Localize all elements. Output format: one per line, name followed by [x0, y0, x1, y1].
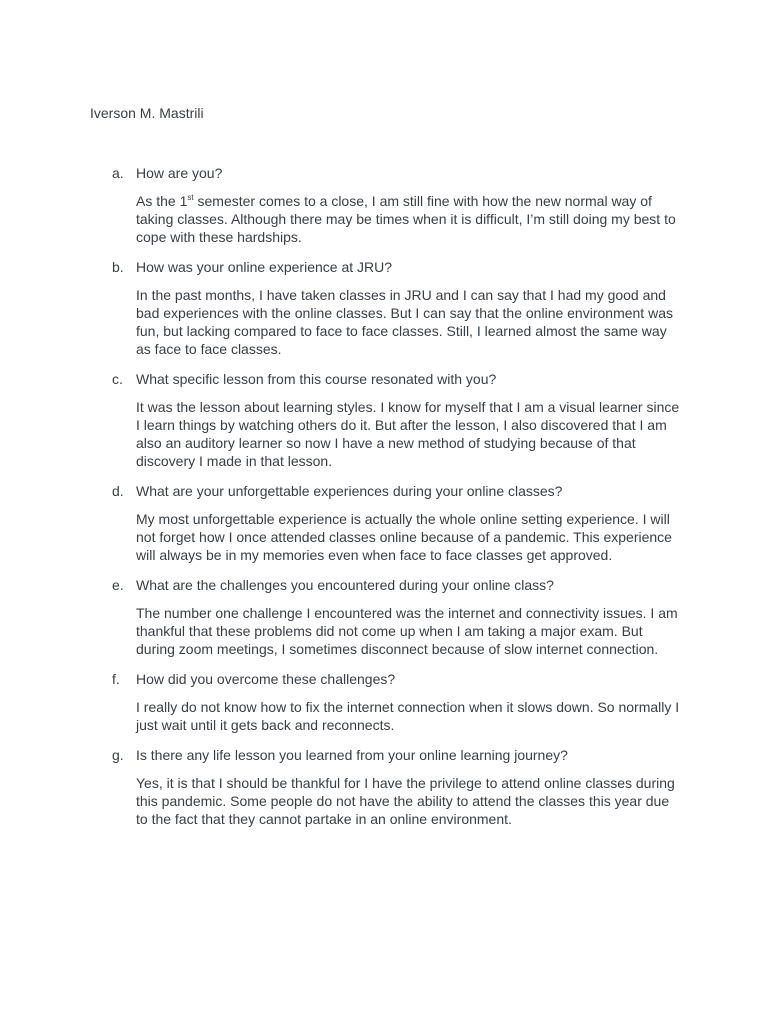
answer-text: It was the lesson about learning styles. I know for myself that I am a visual learner since I learn things by watching others do it. But after the lesson, I also discovered that I am also an auditory learner so now I have a new method of studying because of that discovery I made in that lesson.	[136, 399, 680, 469]
question-text: How did you overcome these challenges?	[136, 671, 396, 687]
qa-item-b	[112, 258, 692, 358]
question-letter: a.	[112, 165, 124, 181]
qa-item-d	[112, 482, 692, 564]
answer-text: I really do not know how to fix the internet connection when it slows down. So normally I just wait until it gets back and reconnects.	[136, 699, 680, 733]
question-letter: d.	[112, 483, 124, 499]
question-text: What are your unforgettable experiences during your online classes?	[136, 483, 563, 499]
answer-text: In the past months, I have taken classes in JRU and I can say that I had my good and bad experiences with the online classes. But I can say that the online environment was fun, but lacking compared to face to face classes. Still, I learned almost the same way as face to face classes.	[136, 287, 673, 357]
question-letter: e.	[112, 577, 124, 593]
question-row	[112, 746, 692, 764]
question-text: What specific lesson from this course resonated with you?	[136, 371, 497, 387]
answer-text: The number one challenge I encountered was the internet and connectivity issues. I am thankful that these problems did not come up when I am taking a major exam. But during zoom meetings, I sometimes disconnect because of slow internet connection.	[136, 605, 678, 657]
answer-text	[136, 192, 684, 246]
question-text: How are you?	[136, 165, 223, 181]
answer-text-start: As the 1	[136, 193, 188, 209]
question-text: How was your online experience at JRU?	[136, 259, 393, 275]
question-text: Is there any life lesson you learned from your online learning journey?	[136, 747, 568, 763]
qa-item-c	[112, 370, 692, 470]
question-letter: f.	[112, 671, 120, 687]
author-name: Iverson M. Mastrili	[90, 105, 204, 121]
ordinal-superscript: st	[187, 193, 194, 202]
question-letter: c.	[112, 371, 123, 387]
question-row	[112, 576, 692, 594]
question-letter: b.	[112, 259, 124, 275]
question-text: What are the challenges you encountered during your online class?	[136, 577, 554, 593]
question-list	[112, 164, 692, 828]
answer-text-end: semester comes to a close, I am still fine with how the new normal way of taking classes. Although there may be times when it is difficult, I’m still doing my best to cope with these hardships.	[136, 193, 676, 245]
qa-item-g	[112, 746, 692, 828]
answer-text: My most unforgettable experience is actually the whole online setting experience. I will not forget how I once attended classes online because of a pandemic. This experience will always be in my memories even when face to face classes get approved.	[136, 511, 672, 563]
qa-item-a	[112, 164, 692, 246]
qa-item-e	[112, 576, 692, 658]
question-row	[112, 482, 692, 500]
question-row	[112, 164, 692, 182]
question-row	[112, 670, 692, 688]
qa-item-f	[112, 670, 692, 734]
answer-text: Yes, it is that I should be thankful for I have the privilege to attend online classes during this pandemic. Some people do not have the ability to attend the classes this year due to the fact that they cannot partake in an online environment.	[136, 775, 675, 827]
question-row	[112, 258, 692, 276]
question-row	[112, 370, 692, 388]
question-letter: g.	[112, 747, 124, 763]
